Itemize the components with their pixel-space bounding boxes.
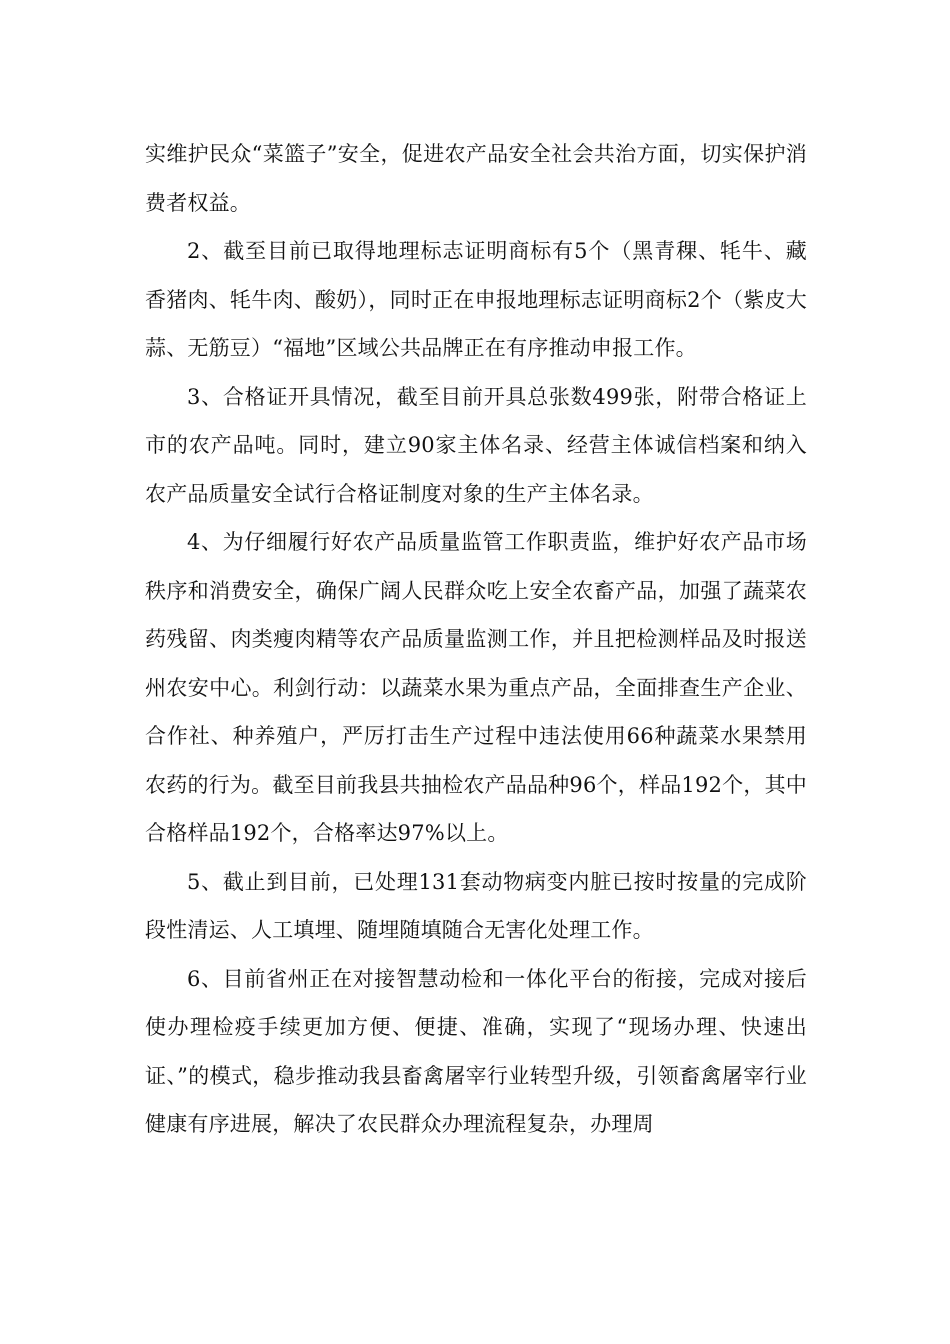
paragraph-item-4: 4、为仔细履行好农产品质量监管工作职责监，维护好农产品市场秩序和消费安全，确保广阔人民群众吃上安全农畜产品，加强了蔬菜农药残留、肉类瘦肉精等农产品质量监测工作，并且把检测样品及时报送州农安中心。利剑行动：以蔬菜水果为重点产品，全面排查生产企业、合作社、种养殖户，严厉打击生产过程中违法使用66种蔬菜水果禁用农药的行为。截至目前我县共抽检农产品品种96个，样品192个，其中合格样品192个，合格率达97%以上。 [145,530,807,845]
paragraph-continuation: 实维护民众“菜篮子”安全，促进农产品安全社会共治方面，切实保护消费者权益。 [145,142,807,215]
paragraph-item-6: 6、目前省州正在对接智慧动检和一体化平台的衔接，完成对接后使办理检疫手续更加方便、便捷、准确，实现了“现场办理、快速出证、”的模式，稳步推动我县畜禽屠宰行业转型升级，引领畜禽屠宰行业健康有序进展，解决了农民群众办理流程复杂，办理周 [145,966,807,1136]
paragraph-item-2: 2、截至目前已取得地理标志证明商标有5个（黑青稞、牦牛、藏香猪肉、牦牛肉、酸奶），同时正在申报地理标志证明商标2个（紫皮大蒜、无筋豆）“福地”区域公共品牌正在有序推动申报工作。 [145,239,807,360]
paragraph-item-3: 3、合格证开具情况，截至目前开具总张数499张，附带合格证上市的农产品吨。同时，建立90家主体名录、经营主体诚信档案和纳入农产品质量安全试行合格证制度对象的生产主体名录。 [145,384,807,506]
paragraph-item-5: 5、截止到目前，已处理131套动物病变内脏已按时按量的完成阶段性清运、人工填埋、随埋随填随合无害化处理工作。 [145,869,807,942]
document-body [145,130,807,1149]
